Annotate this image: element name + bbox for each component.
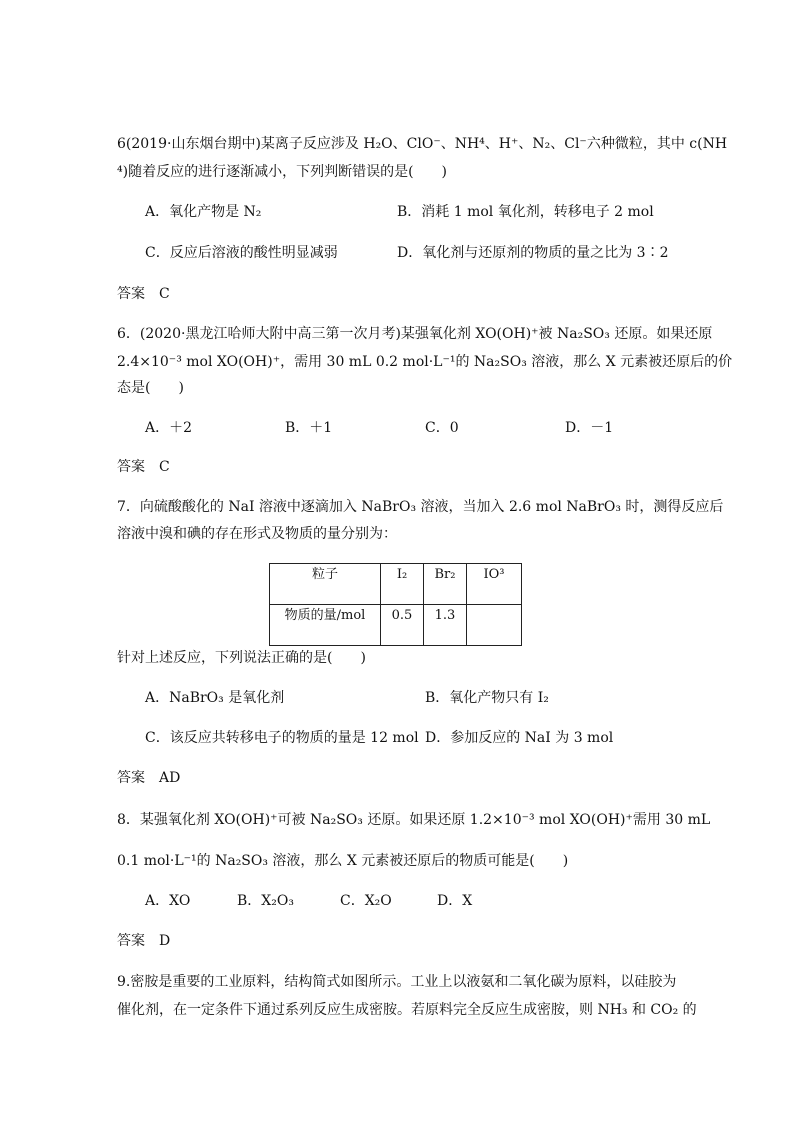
table-row — [270, 605, 522, 646]
q8-stem-line1: 8．某强氧化剂 XO(OH)⁺可被 Na₂SO₃ 还原。如果还原 1.2×10⁻³ mol XO(OH)⁺需用 30 mL — [117, 812, 711, 828]
q6a-option-b: B．消耗 1 mol 氧化剂，转移电子 2 mol — [397, 204, 654, 220]
table-cell — [467, 605, 522, 646]
q8-option-c: C．X₂O — [340, 893, 392, 909]
table-cell: 0.5 — [381, 605, 424, 646]
q6b-option-a: A．＋2 — [145, 420, 193, 436]
table-header-cell: 粒子 — [270, 564, 381, 605]
q9-stem-line1: 9.密胺是重要的工业原料，结构简式如图所示。工业上以液氨和二氧化碳为原料，以硅胶为 — [117, 974, 677, 990]
q8-stem-line2: 0.1 mol·L⁻¹的 Na₂SO₃ 溶液，那么 X 元素被还原后的物质可能是( ) — [117, 853, 569, 869]
q6a-option-c: C．反应后溶液的酸性明显减弱 — [145, 245, 338, 261]
table-header-cell: Br₂ — [424, 564, 467, 605]
q6a-option-d: D．氧化剂与还原剂的物质的量之比为 3∶2 — [397, 245, 669, 261]
table-header-row — [270, 564, 522, 605]
q6a-stem-line2: ⁴)随着反应的进行逐渐减小，下列判断错误的是( ) — [117, 164, 447, 180]
q6a-stem-line1: 6(2019·山东烟台期中)某离子反应涉及 H₂O、ClO⁻、NH⁴、H⁺、N₂、Cl⁻六种微粒，其中 c(NH — [117, 136, 728, 152]
table-header-cell: IO³ — [467, 564, 522, 605]
q6b-option-c: C．0 — [425, 420, 459, 436]
q7-stem-line3: 针对上述反应，下列说法正确的是( ) — [117, 650, 366, 666]
q7-option-a: A．NaBrO₃ 是氧化剂 — [145, 690, 285, 706]
q8-answer: 答案 D — [117, 933, 171, 949]
table-header-cell: I₂ — [381, 564, 424, 605]
q6b-option-d: D．－1 — [565, 420, 614, 436]
table-cell: 1.3 — [424, 605, 467, 646]
q7-species-table — [269, 563, 522, 646]
q7-option-b: B．氧化产物只有 I₂ — [425, 690, 549, 706]
q6b-option-b: B．＋1 — [285, 420, 333, 436]
q8-option-a: A．XO — [145, 893, 191, 909]
q8-option-d: D．X — [437, 893, 473, 909]
table-cell: 物质的量/mol — [270, 605, 381, 646]
q7-option-c: C．该反应共转移电子的物质的量是 12 mol — [145, 730, 419, 746]
q6b-answer: 答案 C — [117, 459, 170, 475]
q6b-stem-line2: 2.4×10⁻³ mol XO(OH)⁺，需用 30 mL 0.2 mol·L⁻¹的 Na₂SO₃ 溶液，那么 X 元素被还原后的价 — [117, 354, 733, 370]
q7-option-d: D．参加反应的 NaI 为 3 mol — [425, 730, 614, 746]
q6b-stem-line3: 态是( ) — [117, 380, 184, 396]
q6a-answer: 答案 C — [117, 286, 170, 302]
q6a-option-a: A．氧化产物是 N₂ — [145, 204, 262, 220]
q7-stem-line2: 溶液中溴和碘的存在形式及物质的量分别为： — [117, 526, 397, 542]
q6b-stem-line1: 6．(2020·黑龙江哈师大附中高三第一次月考)某强氧化剂 XO(OH)⁺被 Na₂SO₃ 还原。如果还原 — [117, 326, 713, 342]
q7-answer: 答案 AD — [117, 770, 181, 786]
q7-stem-line1: 7．向硫酸酸化的 NaI 溶液中逐滴加入 NaBrO₃ 溶液，当加入 2.6 mol NaBrO₃ 时，测得反应后 — [117, 499, 724, 515]
q9-stem-line2: 催化剂，在一定条件下通过系列反应生成密胺。若原料完全反应生成密胺，则 NH₃ 和 CO₂ 的 — [117, 1002, 697, 1018]
q8-option-b: B．X₂O₃ — [237, 893, 294, 909]
